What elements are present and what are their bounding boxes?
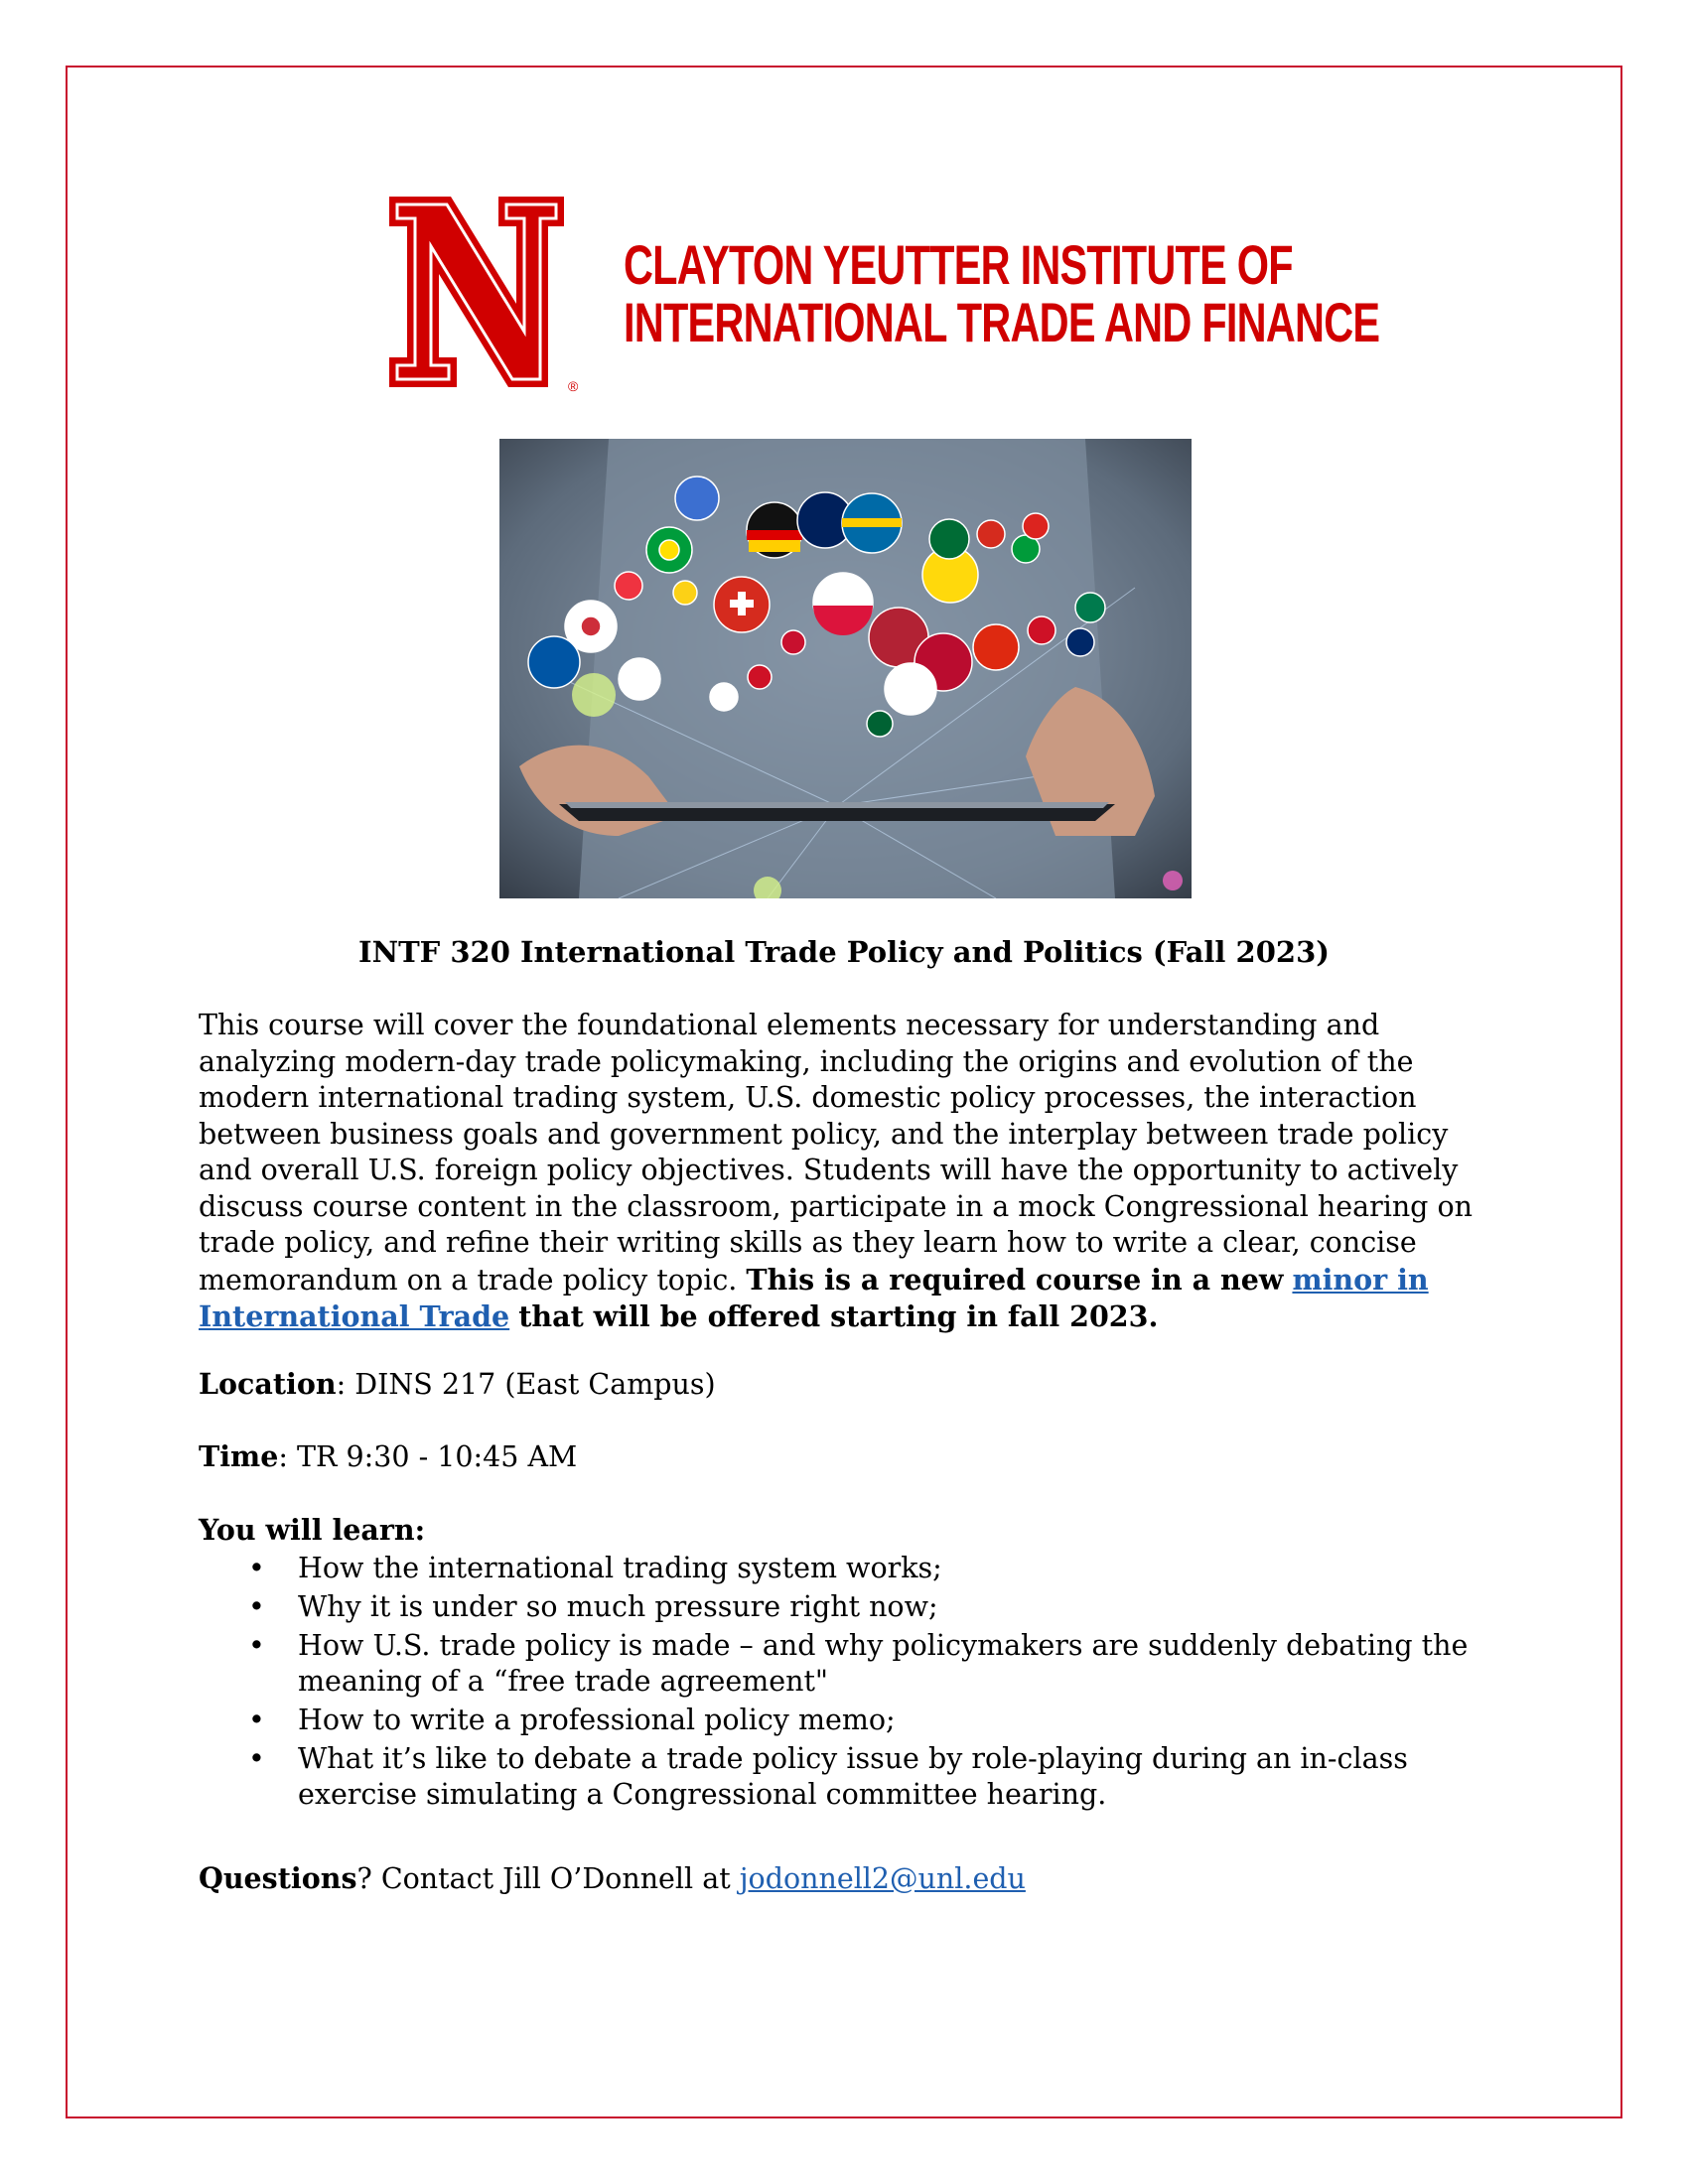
nebraska-n-logo [389,197,586,395]
required-prefix: This is a required course in a new [746,1262,1284,1297]
institute-name [624,233,1380,353]
minor-link[interactable]: minor in International Trade [199,1262,1429,1333]
location-value: : DINS 217 (East Campus) [336,1368,716,1401]
institute-line-1: CLAYTON YEUTTER INSTITUTE OF [624,233,1293,296]
learn-heading: You will learn: [199,1513,426,1547]
institute-line-2: INTERNATIONAL TRADE AND FINANCE [624,291,1380,353]
list-item: • How U.S. trade policy is made – and why policymakers are suddenly debating the meaning of a “free trade agreement" [199,1628,1519,1700]
description-text: This course will cover the foundational elements necessary for understanding and analyzing modern-day trade policymaking, including the origins and evolution of the modern international trading system, U.S. domestic policy processes, the interaction between business goals and government policy, and the interplay between trade policy and overall U.S. foreign policy objectives. Students will have the opportunity to actively discuss course content in the classroom, participate in a mock Congressional hearing on trade policy, and refine their writing skills as they learn how to write a clear, concise memorandum on a trade policy topic. [199,1009,1473,1297]
questions-label: Questions [199,1861,357,1895]
list-item: • How to write a professional policy memo; [199,1703,1519,1738]
learn-list [199,1551,1519,1816]
list-item: • How the international trading system works; [199,1551,1519,1586]
email-link[interactable]: jodonnell2@unl.edu [739,1862,1026,1895]
required-suffix: that will be offered starting in fall 2023. [518,1299,1159,1333]
tablet-flags-photo [499,439,1192,898]
location-line [199,1367,716,1401]
course-description [199,1008,1499,1336]
registered-mark: ® [568,378,579,394]
contact-line [199,1861,1026,1895]
time-label: Time [199,1439,279,1473]
list-item: • Why it is under so much pressure right now; [199,1589,1519,1625]
location-label: Location [199,1367,337,1401]
contact-text: ? Contact Jill O’Donnell at [356,1862,731,1895]
list-item: • What it’s like to debate a trade policy issue by role-playing during an in-class exercise simulating a Congressional committee hearing. [199,1741,1519,1813]
time-value: : TR 9:30 - 10:45 AM [278,1440,578,1473]
course-title: INTF 320 International Trade Policy and Politics (Fall 2023) [358,935,1330,969]
time-line [199,1439,577,1473]
